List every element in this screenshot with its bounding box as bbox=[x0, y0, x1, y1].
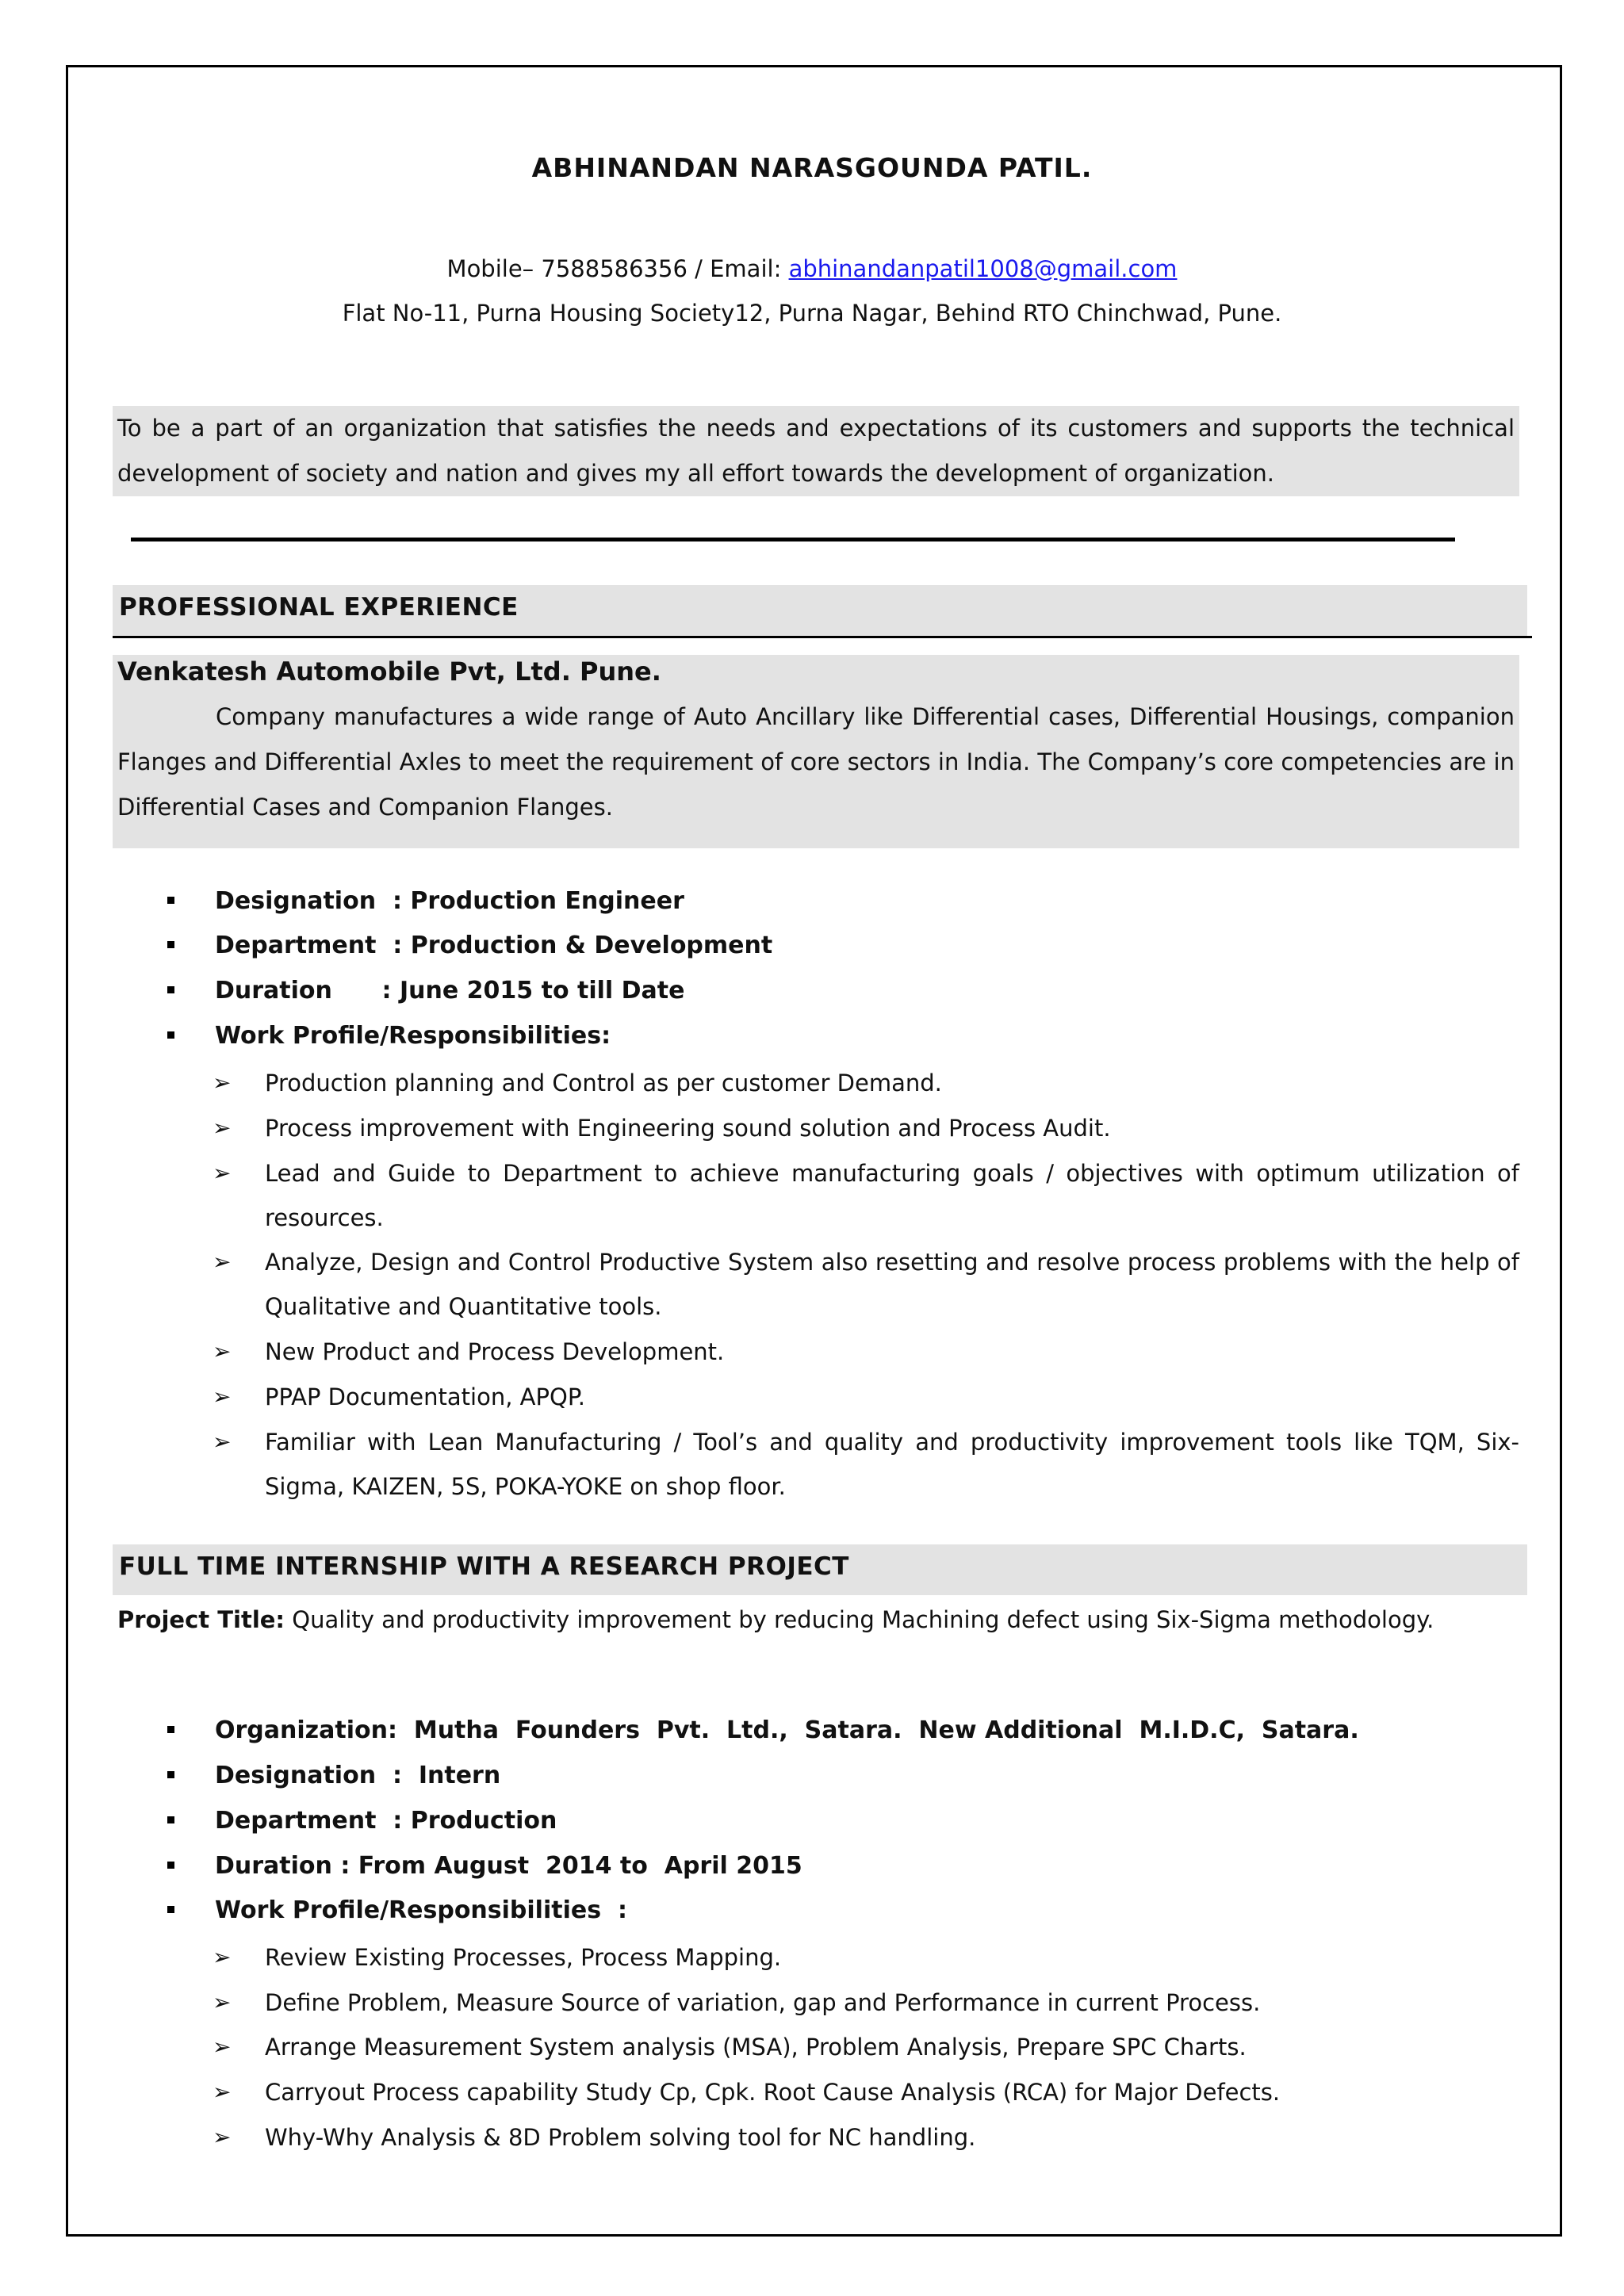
email-link[interactable]: abhinandanpatil1008@gmail.com bbox=[788, 255, 1178, 282]
career-objective: To be a part of an organization that satisfies the needs and expectations of its customers and supports the technical development of society and nation and gives my all effort towards the development of organization. bbox=[113, 406, 1519, 496]
responsibility-item: ➢ Review Existing Processes, Process Mapping. bbox=[213, 1935, 1519, 1980]
arrow-bullet-icon: ➢ bbox=[213, 1070, 232, 1096]
responsibility-item: ➢ Production planning and Control as per customer Demand. bbox=[213, 1061, 1519, 1105]
arrow-bullet-icon: ➢ bbox=[213, 2079, 232, 2105]
arrow-bullet-icon: ➢ bbox=[213, 1383, 232, 1410]
contact-line bbox=[0, 255, 1624, 282]
arrow-bullet-icon: ➢ bbox=[213, 1338, 232, 1364]
project-title-text: Quality and productivity improvement by reducing Machining defect using Six-Sigma methodology. bbox=[285, 1606, 1434, 1633]
responsibility-item: ➢ Lead and Guide to Department to achieve manufacturing goals / objectives with optimum utilization of resources. bbox=[213, 1151, 1519, 1240]
bullet-square-icon bbox=[167, 1862, 174, 1869]
mobile-label: Mobile– 7588586356 / Email: bbox=[446, 255, 789, 282]
responsibility-item: ➢ Process improvement with Engineering sound solution and Process Audit. bbox=[213, 1106, 1519, 1150]
arrow-bullet-icon: ➢ bbox=[213, 1160, 232, 1186]
section-heading-experience: PROFESSIONAL EXPERIENCE bbox=[113, 585, 1527, 636]
company-description: Company manufactures a wide range of Auto Ancillary like Differential cases, Differential Housings, companion Flanges and Differential Axles to meet the requirement of core sectors in India. The Company’s core competencies are in Differential Cases and Companion Flanges. bbox=[117, 703, 1515, 821]
candidate-name: ABHINANDAN NARASGOUNDA PATIL. bbox=[531, 152, 1093, 183]
section-underline bbox=[113, 636, 1532, 638]
bullet-square-icon bbox=[167, 897, 174, 904]
arrow-bullet-icon: ➢ bbox=[213, 1429, 232, 1455]
responsibility-item: ➢ Why-Why Analysis & 8D Problem solving tool for NC handling. bbox=[213, 2115, 1519, 2160]
company-block bbox=[113, 655, 1519, 848]
bullet-square-icon bbox=[167, 941, 174, 948]
arrow-bullet-icon: ➢ bbox=[213, 2124, 232, 2150]
project-title-label: Project Title: bbox=[117, 1606, 285, 1633]
responsibility-item: ➢ New Product and Process Development. bbox=[213, 1330, 1519, 1374]
bullet-square-icon bbox=[167, 1771, 174, 1778]
responsibility-item: ➢ PPAP Documentation, APQP. bbox=[213, 1375, 1519, 1419]
responsibility-item: ➢ Analyze, Design and Control Productive System also resetting and resolve process problems with the help of Qualitative and Quantitative tools. bbox=[213, 1240, 1519, 1329]
responsibility-item: ➢ Define Problem, Measure Source of variation, gap and Performance in current Process. bbox=[213, 1980, 1519, 2025]
arrow-bullet-icon: ➢ bbox=[213, 1989, 232, 2015]
company-name: Venkatesh Automobile Pvt, Ltd. Pune. bbox=[117, 656, 661, 687]
arrow-bullet-icon: ➢ bbox=[213, 1944, 232, 1970]
address-line: Flat No-11, Purna Housing Society12, Purna Nagar, Behind RTO Chinchwad, Pune. bbox=[342, 300, 1282, 327]
bullet-square-icon bbox=[167, 1906, 174, 1913]
arrow-bullet-icon: ➢ bbox=[213, 1249, 232, 1275]
bullet-square-icon bbox=[167, 1726, 174, 1733]
section-heading-internship: FULL TIME INTERNSHIP WITH A RESEARCH PROJECT bbox=[113, 1544, 1527, 1595]
project-title bbox=[117, 1597, 1515, 1643]
divider-rule bbox=[131, 538, 1455, 541]
responsibility-item: ➢ Carryout Process capability Study Cp, Cpk. Root Cause Analysis (RCA) for Major Defects. bbox=[213, 2070, 1519, 2114]
responsibility-item: ➢ Arrange Measurement System analysis (MSA), Problem Analysis, Prepare SPC Charts. bbox=[213, 2025, 1519, 2069]
bullet-square-icon bbox=[167, 986, 174, 993]
bullet-square-icon bbox=[167, 1031, 174, 1039]
arrow-bullet-icon: ➢ bbox=[213, 1115, 232, 1141]
bullet-square-icon bbox=[167, 1816, 174, 1823]
responsibility-item: ➢ Familiar with Lean Manufacturing / Tool’s and quality and productivity improvement tools like TQM, Six-Sigma, KAIZEN, 5S, POKA-YOKE on shop floor. bbox=[213, 1420, 1519, 1509]
arrow-bullet-icon: ➢ bbox=[213, 2034, 232, 2060]
